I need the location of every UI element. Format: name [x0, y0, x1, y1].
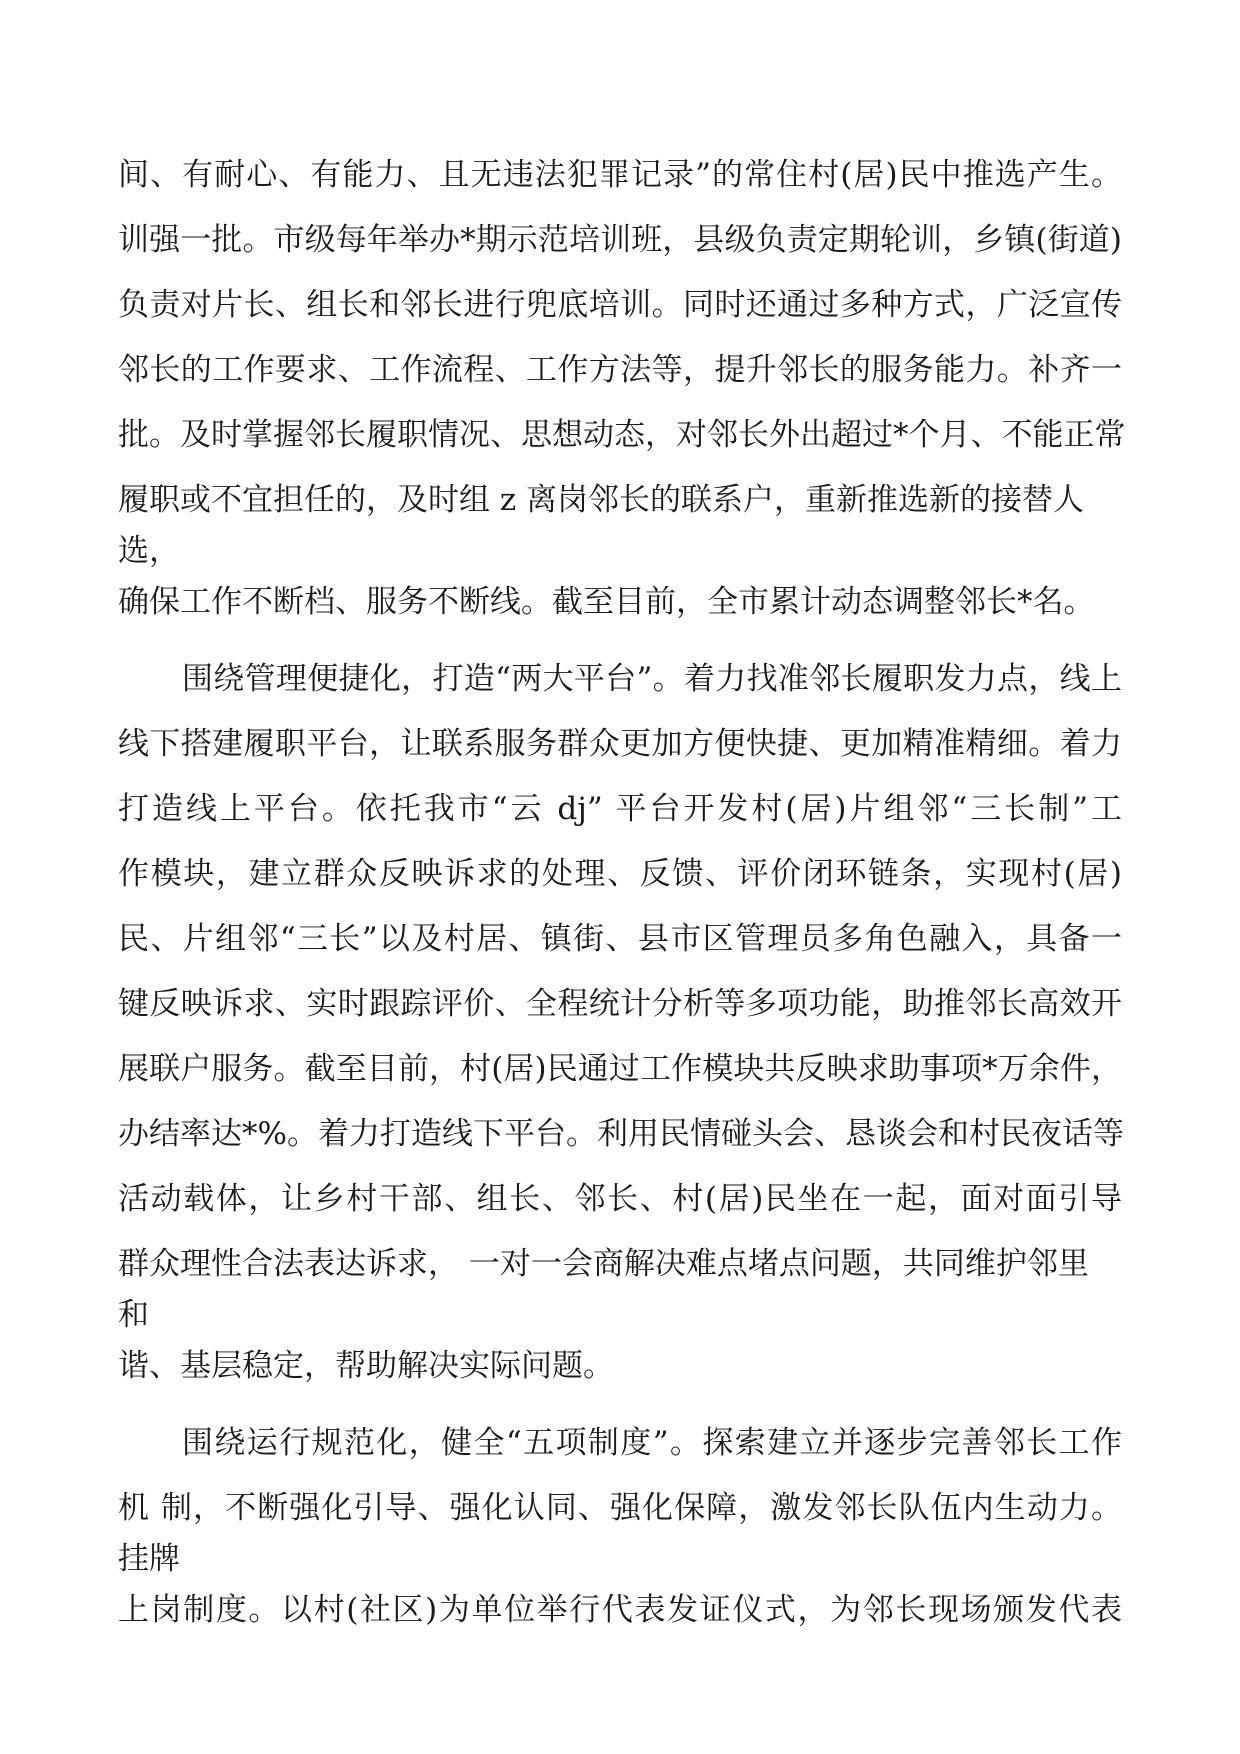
text-line: 办结率达*%。着力打造线下平台。利用民情碰头会、恳谈会和村民夜话等: [118, 1116, 1124, 1152]
text-line: 上岗制度。以村(社区)为单位举行代表发证仪式，为邻长现场颁发代表: [118, 1592, 1122, 1628]
text-line: 选，: [118, 533, 180, 569]
text-line: 活动载体，让乡村干部、组长、邻长、村(居)民坐在一起，面对面引导: [118, 1181, 1122, 1217]
text-line: 线下搭建履职平台，让联系服务群众更加方便快捷、更加精准精细。着力: [118, 726, 1122, 762]
text-line: 训强一批。市级每年举办*期示范培训班，县级负责定期轮训，乡镇(街道): [118, 222, 1122, 258]
text-line: 谐、基层稳定，帮助解决实际问题。: [118, 1348, 614, 1384]
text-line: 批。及时掌握邻长履职情况、思想动态，对邻长外出超过*个月、不能正常: [118, 417, 1126, 453]
text-line: 键反映诉求、实时跟踪评价、全程统计分析等多项功能，助推邻长高效开: [118, 986, 1122, 1022]
text-line: 确保工作不断档、服务不断线。截至目前，全市累计动态调整邻长*名。: [118, 584, 1095, 620]
text-line: 机 制，不断强化引导、强化认同、强化保障，激发邻长队伍内生动力。: [118, 1490, 1122, 1526]
text-line: 民、片组邻“三长”以及村居、镇街、县市区管理员多角色融入，具备一: [118, 921, 1122, 957]
paragraph-first-line: 围绕管理便捷化，打造“两大平台”。着力找准邻长履职发力点，线上: [182, 661, 1122, 697]
text-line: 履职或不宜担任的，及时组 z 离岗邻长的联系户，重新推选新的接替人: [118, 482, 1085, 518]
text-line: 群众理性合法表达诉求， 一对一会商解决难点堵点问题，共同维护邻里: [118, 1246, 1089, 1282]
text-line: 邻长的工作要求、工作流程、工作方法等，提升邻长的服务能力。补齐一: [118, 352, 1122, 388]
text-line: 负责对片长、组长和邻长进行兜底培训。同时还通过多种方式，广泛宣传: [118, 287, 1122, 323]
text-line: 间、有耐心、有能力、且无违法犯罪记录”的常住村(居)民中推选产生。: [118, 157, 1122, 193]
text-line: 打造线上平台。依托我市“云 dj” 平台开发村(居)片组邻“三长制”工: [118, 791, 1122, 827]
text-line: 作模块，建立群众反映诉求的处理、反馈、评价闭环链条，实现村(居): [118, 856, 1122, 892]
text-line: 挂牌: [118, 1541, 180, 1577]
text-line: 和: [118, 1297, 149, 1333]
paragraph-first-line: 围绕运行规范化，健全“五项制度”。探索建立并逐步完善邻长工作: [182, 1425, 1122, 1461]
text-line: 展联户服务。截至目前，村(居)民通过工作模块共反映求助事项*万余件，: [118, 1051, 1122, 1087]
